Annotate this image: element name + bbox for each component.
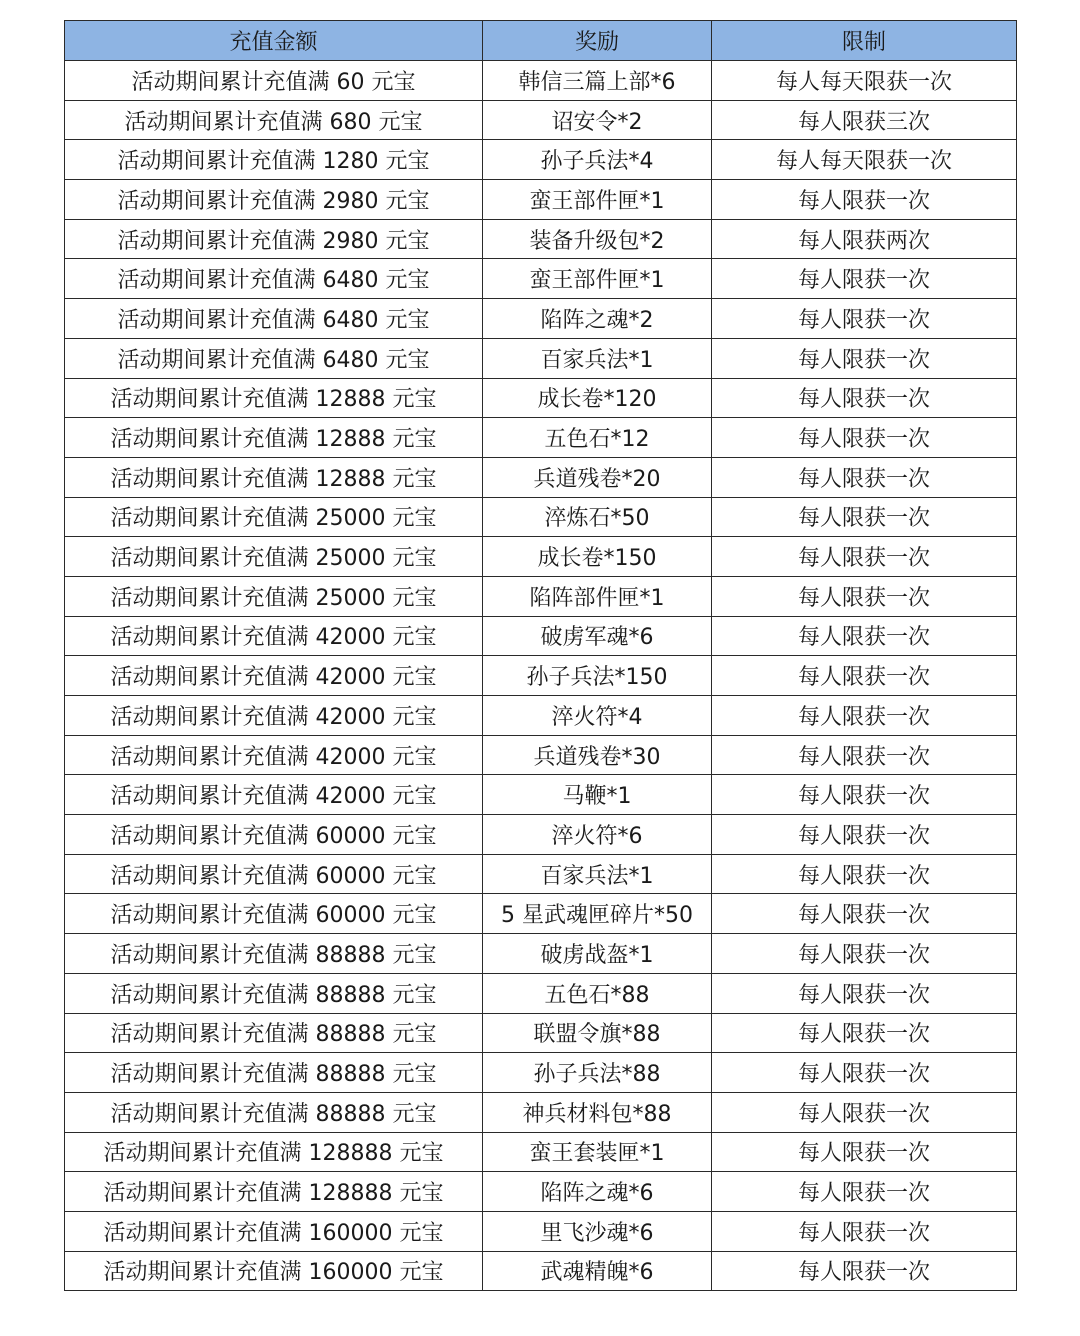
recharge-amount-cell: 活动期间累计充值满 128888 元宝: [65, 1172, 483, 1212]
recharge-amount-cell: 活动期间累计充值满 60000 元宝: [65, 815, 483, 855]
limit-cell: 每人限获一次: [712, 894, 1017, 934]
limit-cell: 每人每天限获一次: [712, 61, 1017, 101]
recharge-amount-cell: 活动期间累计充值满 2980 元宝: [65, 219, 483, 259]
limit-cell: 每人限获一次: [712, 338, 1017, 378]
limit-cell: 每人限获一次: [712, 576, 1017, 616]
limit-cell: 每人限获一次: [712, 1092, 1017, 1132]
reward-cell: 淬火符*4: [483, 696, 712, 736]
table-row: [65, 576, 1017, 616]
table-row: [65, 497, 1017, 537]
reward-cell: 陷阵之魂*6: [483, 1172, 712, 1212]
reward-cell: 孙子兵法*150: [483, 656, 712, 696]
recharge-amount-cell: 活动期间累计充值满 42000 元宝: [65, 735, 483, 775]
table-row: [65, 1013, 1017, 1053]
table-row: [65, 815, 1017, 855]
limit-cell: 每人限获一次: [712, 378, 1017, 418]
reward-cell: 联盟令旗*88: [483, 1013, 712, 1053]
header-reward: 奖励: [483, 21, 712, 61]
limit-cell: 每人限获一次: [712, 616, 1017, 656]
reward-cell: 蛮王部件匣*1: [483, 180, 712, 220]
limit-cell: 每人限获两次: [712, 219, 1017, 259]
recharge-amount-cell: 活动期间累计充值满 60000 元宝: [65, 854, 483, 894]
reward-cell: 蛮王部件匣*1: [483, 259, 712, 299]
limit-cell: 每人限获一次: [712, 1013, 1017, 1053]
recharge-amount-cell: 活动期间累计充值满 12888 元宝: [65, 457, 483, 497]
reward-cell: 装备升级包*2: [483, 219, 712, 259]
reward-cell: 兵道残卷*20: [483, 457, 712, 497]
recharge-amount-cell: 活动期间累计充值满 12888 元宝: [65, 418, 483, 458]
limit-cell: 每人限获一次: [712, 1053, 1017, 1093]
limit-cell: 每人限获一次: [712, 497, 1017, 537]
table-body: [65, 61, 1017, 1291]
reward-cell: 百家兵法*1: [483, 338, 712, 378]
recharge-amount-cell: 活动期间累计充值满 2980 元宝: [65, 180, 483, 220]
recharge-amount-cell: 活动期间累计充值满 25000 元宝: [65, 576, 483, 616]
recharge-amount-cell: 活动期间累计充值满 160000 元宝: [65, 1251, 483, 1291]
limit-cell: 每人限获一次: [712, 259, 1017, 299]
table-row: [65, 1092, 1017, 1132]
limit-cell: 每人限获一次: [712, 735, 1017, 775]
reward-cell: 百家兵法*1: [483, 854, 712, 894]
recharge-amount-cell: 活动期间累计充值满 42000 元宝: [65, 775, 483, 815]
limit-cell: 每人限获一次: [712, 299, 1017, 339]
recharge-amount-cell: 活动期间累计充值满 88888 元宝: [65, 1053, 483, 1093]
table-row: [65, 1053, 1017, 1093]
table-row: [65, 299, 1017, 339]
header-limit: 限制: [712, 21, 1017, 61]
reward-cell: 诏安令*2: [483, 100, 712, 140]
reward-cell: 孙子兵法*4: [483, 140, 712, 180]
recharge-amount-cell: 活动期间累计充值满 25000 元宝: [65, 537, 483, 577]
table-row: [65, 1211, 1017, 1251]
limit-cell: 每人限获一次: [712, 537, 1017, 577]
reward-cell: 陷阵部件匣*1: [483, 576, 712, 616]
table-row: [65, 1172, 1017, 1212]
limit-cell: 每人限获一次: [712, 1211, 1017, 1251]
reward-cell: 5 星武魂匣碎片*50: [483, 894, 712, 934]
recharge-amount-cell: 活动期间累计充值满 88888 元宝: [65, 1092, 483, 1132]
recharge-amount-cell: 活动期间累计充值满 680 元宝: [65, 100, 483, 140]
limit-cell: 每人限获一次: [712, 180, 1017, 220]
reward-cell: 陷阵之魂*2: [483, 299, 712, 339]
table-row: [65, 140, 1017, 180]
limit-cell: 每人限获一次: [712, 973, 1017, 1013]
limit-cell: 每人限获一次: [712, 775, 1017, 815]
recharge-amount-cell: 活动期间累计充值满 6480 元宝: [65, 338, 483, 378]
reward-cell: 兵道残卷*30: [483, 735, 712, 775]
table-row: [65, 338, 1017, 378]
recharge-amount-cell: 活动期间累计充值满 60 元宝: [65, 61, 483, 101]
table-row: [65, 180, 1017, 220]
limit-cell: 每人限获一次: [712, 418, 1017, 458]
reward-cell: 破虏军魂*6: [483, 616, 712, 656]
reward-cell: 成长卷*120: [483, 378, 712, 418]
table-row: [65, 894, 1017, 934]
table-row: [65, 219, 1017, 259]
recharge-amount-cell: 活动期间累计充值满 160000 元宝: [65, 1211, 483, 1251]
recharge-reward-table: [64, 20, 1017, 1291]
table-row: [65, 934, 1017, 974]
table-row: [65, 1251, 1017, 1291]
limit-cell: 每人限获一次: [712, 934, 1017, 974]
limit-cell: 每人限获一次: [712, 1172, 1017, 1212]
reward-cell: 武魂精魄*6: [483, 1251, 712, 1291]
table-row: [65, 259, 1017, 299]
reward-cell: 淬火符*6: [483, 815, 712, 855]
recharge-amount-cell: 活动期间累计充值满 6480 元宝: [65, 299, 483, 339]
reward-cell: 淬炼石*50: [483, 497, 712, 537]
limit-cell: 每人限获一次: [712, 1132, 1017, 1172]
reward-cell: 马鞭*1: [483, 775, 712, 815]
limit-cell: 每人限获一次: [712, 457, 1017, 497]
table-row: [65, 100, 1017, 140]
reward-cell: 成长卷*150: [483, 537, 712, 577]
table-row: [65, 775, 1017, 815]
recharge-amount-cell: 活动期间累计充值满 60000 元宝: [65, 894, 483, 934]
table-row: [65, 696, 1017, 736]
recharge-amount-cell: 活动期间累计充值满 42000 元宝: [65, 696, 483, 736]
recharge-amount-cell: 活动期间累计充值满 88888 元宝: [65, 934, 483, 974]
reward-cell: 韩信三篇上部*6: [483, 61, 712, 101]
recharge-amount-cell: 活动期间累计充值满 6480 元宝: [65, 259, 483, 299]
reward-cell: 孙子兵法*88: [483, 1053, 712, 1093]
limit-cell: 每人每天限获一次: [712, 140, 1017, 180]
limit-cell: 每人限获一次: [712, 656, 1017, 696]
table-row: [65, 378, 1017, 418]
recharge-amount-cell: 活动期间累计充值满 128888 元宝: [65, 1132, 483, 1172]
reward-cell: 五色石*12: [483, 418, 712, 458]
table-row: [65, 616, 1017, 656]
limit-cell: 每人限获一次: [712, 1251, 1017, 1291]
table-row: [65, 61, 1017, 101]
table-row: [65, 656, 1017, 696]
reward-cell: 五色石*88: [483, 973, 712, 1013]
table-row: [65, 537, 1017, 577]
reward-cell: 蛮王套装匣*1: [483, 1132, 712, 1172]
recharge-amount-cell: 活动期间累计充值满 25000 元宝: [65, 497, 483, 537]
limit-cell: 每人限获一次: [712, 696, 1017, 736]
table-row: [65, 1132, 1017, 1172]
table-row: [65, 418, 1017, 458]
header-recharge-amount: 充值金额: [65, 21, 483, 61]
table-row: [65, 735, 1017, 775]
limit-cell: 每人限获一次: [712, 854, 1017, 894]
header-row: [65, 21, 1017, 61]
table-row: [65, 973, 1017, 1013]
recharge-amount-cell: 活动期间累计充值满 1280 元宝: [65, 140, 483, 180]
reward-cell: 神兵材料包*88: [483, 1092, 712, 1132]
recharge-amount-cell: 活动期间累计充值满 42000 元宝: [65, 656, 483, 696]
recharge-amount-cell: 活动期间累计充值满 12888 元宝: [65, 378, 483, 418]
table-row: [65, 457, 1017, 497]
reward-cell: 里飞沙魂*6: [483, 1211, 712, 1251]
limit-cell: 每人限获三次: [712, 100, 1017, 140]
limit-cell: 每人限获一次: [712, 815, 1017, 855]
recharge-amount-cell: 活动期间累计充值满 88888 元宝: [65, 1013, 483, 1053]
reward-cell: 破虏战盔*1: [483, 934, 712, 974]
table-row: [65, 854, 1017, 894]
table-header: [65, 21, 1017, 61]
recharge-amount-cell: 活动期间累计充值满 42000 元宝: [65, 616, 483, 656]
recharge-amount-cell: 活动期间累计充值满 88888 元宝: [65, 973, 483, 1013]
